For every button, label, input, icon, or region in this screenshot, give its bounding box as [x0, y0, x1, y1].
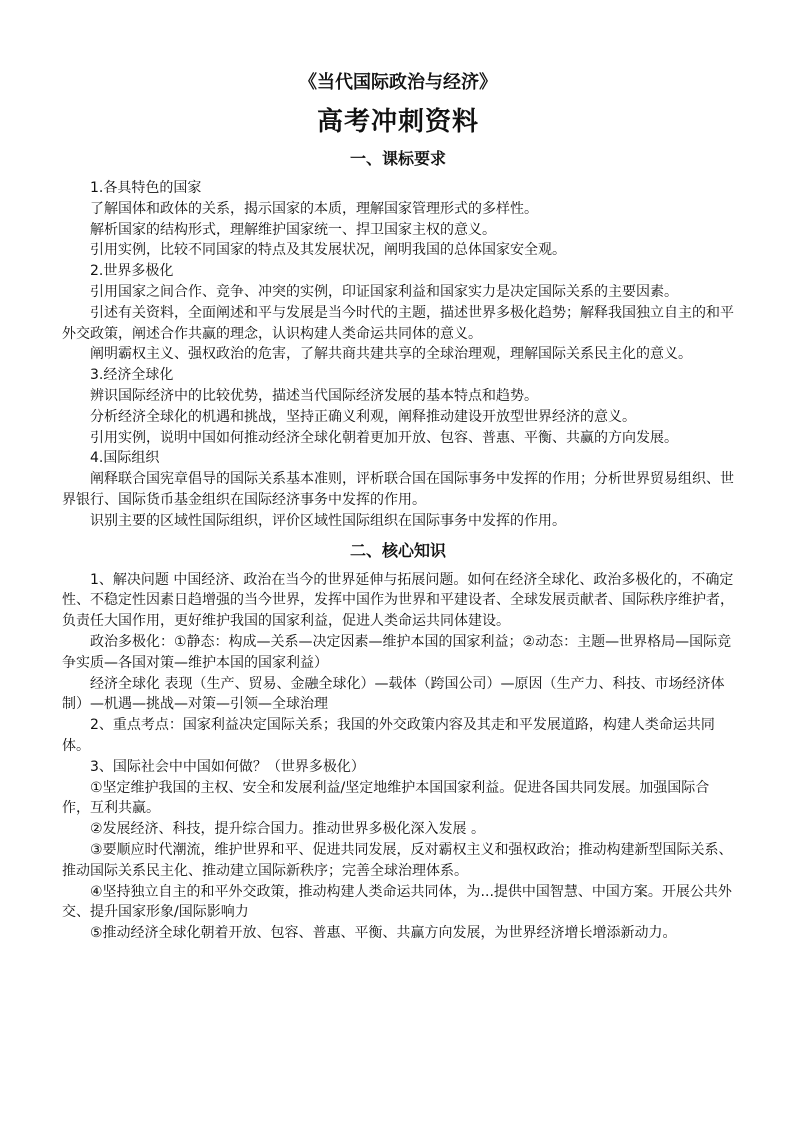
- paragraph: 引用实例，说明中国如何推动经济全球化朝着更加开放、包容、普惠、平衡、共赢的方向发展。: [90, 429, 678, 446]
- paragraph: 4.国际组织: [90, 450, 160, 467]
- paragraph: 阐明霸权主义、强权政治的危害，了解共商共建共享的全球治理观，理解国际关系民主化的意义。: [90, 346, 692, 363]
- paragraph: ②发展经济、科技，提升综合国力。推动世界多极化深入发展 。: [90, 821, 485, 838]
- section-curriculum-body: [62, 178, 734, 532]
- paragraph: ⑤推动经济全球化朝着开放、包容、普惠、平衡、共赢方向发展，为世界经济增长增添新动力。: [90, 925, 677, 942]
- section-heading-curriculum: 一、课标要求: [349, 149, 446, 168]
- paragraph: 了解国体和政体的关系，揭示国家的本质，理解国家管理形式的多样性。: [90, 200, 538, 217]
- paragraph: ①坚定维护我国的主权、安全和发展利益/坚定地维护本国国家利益。促进各国共同发展。加强国际合作，互利共赢。: [62, 779, 710, 817]
- paragraph: 2.世界多极化: [90, 263, 174, 280]
- paragraph: ④坚持独立自主的和平外交政策，推动构建人类命运共同体，为...提供中国智慧、中国方案。开展公共外交、提升国家形象/国际影响力: [62, 883, 732, 921]
- paragraph: 3.经济全球化: [90, 367, 174, 384]
- section-core-knowledge-body: [62, 570, 734, 944]
- paragraph: 引述有关资料，全面阐述和平与发展是当今时代的主题，描述世界多极化趋势；解释我国独立自主的和平外交政策，阐述合作共赢的理念，认识构建人类命运共同体的意义。: [62, 304, 734, 342]
- paragraph: 阐释联合国宪章倡导的国际关系基本准则，评析联合国在国际事务中发挥的作用；分析世界贸易组织、世界银行、国际货币基金组织在国际经济事务中发挥的作用。: [62, 471, 734, 508]
- paragraph: 辨识国际经济中的比较优势，描述当代国际经济发展的基本特点和趋势。: [90, 387, 538, 404]
- paragraph: 政治多极化：①静态：构成—关系—决定因素—维护本国的国家利益；②动态：主题—世界格局—国际竞争实质—各国对策—维护本国的国家利益）: [62, 633, 732, 671]
- paragraph: ③要顺应时代潮流，维护世界和平、促进共同发展，反对霸权主义和强权政治；推动构建新型国际关系、推动国际关系民主化、推动建立国际新秩序；完善全球治理体系。: [62, 841, 733, 879]
- paragraph: 识别主要的区域性国际组织，评价区域性国际组织在国际事务中发挥的作用。: [90, 512, 566, 529]
- document-title: 高考冲刺资料: [316, 107, 479, 137]
- paragraph: 3、国际社会中中国如何做？（世界多极化）: [90, 758, 365, 775]
- paragraph: 分析经济全球化的机遇和挑战，坚持正确义利观，阐释推动建设开放型世界经济的意义。: [90, 408, 636, 425]
- paragraph: 1、解决问题 中国经济、政治在当今的世界延伸与拓展问题。如何在经济全球化、政治多极化的，不确定性、不稳定性因素日趋增强的当今世界，发挥中国作为世界和平建设者、全球发展贡献者、国际秩序维护者，负责任大国作用，更好维护我国的国家利益，促进人类命运共同体建设。: [62, 571, 734, 630]
- section-heading-core-knowledge: 二、核心知识: [349, 540, 446, 560]
- paragraph: 1.各具特色的国家: [90, 180, 202, 196]
- paragraph: 2、重点考点：国家利益决定国际关系；我国的外交政策内容及其走和平发展道路，构建人类命运共同体。: [62, 717, 715, 754]
- paragraph: 解析国家的结构形式，理解维护国家统一、捍卫国家主权的意义。: [90, 221, 496, 238]
- paragraph: 引用国家之间合作、竞争、冲突的实例，印证国家利益和国家实力是决定国际关系的主要因素。: [90, 283, 678, 300]
- paragraph: 经济全球化 表现（生产、贸易、金融全球化）—载体（跨国公司）—原因（生产力、科技、市场经济体制）—机遇—挑战—对策—引领—全球治理: [62, 675, 725, 713]
- document-subtitle: 《当代国际政治与经济》: [299, 72, 497, 93]
- paragraph: 引用实例，比较不同国家的特点及其发展状况，阐明我国的总体国家安全观。: [90, 242, 566, 259]
